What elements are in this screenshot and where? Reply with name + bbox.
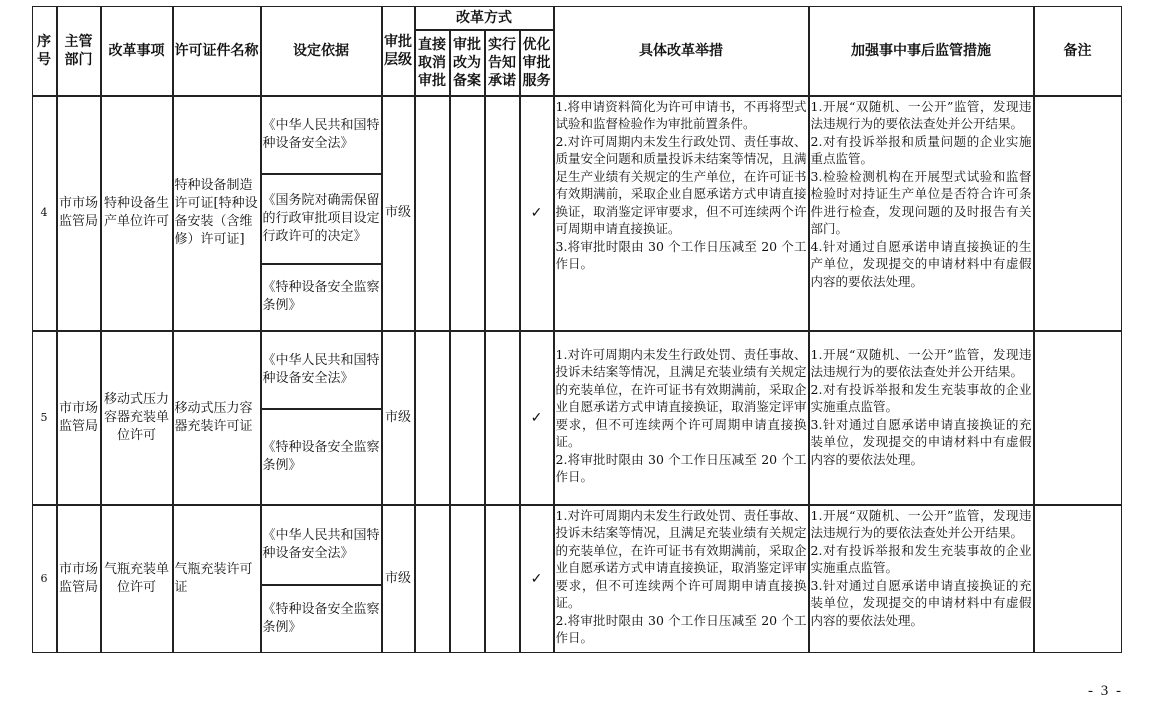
row-basis: 《特种设备安全监察条例》 — [261, 585, 382, 653]
row-seq: 4 — [32, 96, 57, 331]
row-mode-cancel — [415, 505, 450, 653]
row-license: 气瓶充装许可证 — [173, 505, 261, 653]
row-supervision: 1.开展“双随机、一公开”监管，发现违法违规行为的要依法查处并公开结果。 2.对有投诉举报和发生充装事故的企业实施重点监管。 3.针对通过自愿承诺申请直接换证的充装单位，发现提交的申请材料中有虚假内容的要依法处理。 — [809, 505, 1034, 653]
row-dept: 市市场监管局 — [57, 331, 101, 505]
row-supervision: 1.开展“双随机、一公开”监管，发现违法违规行为的要依法查处并公开结果。 2.对有投诉举报和质量问题的企业实施重点监管。 3.检验检测机构在开展型式试验和监督检验时对持证生产单位是否符合许可条件进行检查，发现问题的及时报告有关部门。 4.针对通过自愿承诺申请直接换证的生产单位，发现提交的申请材料中有虚假内容的要依法处理。 — [809, 96, 1034, 331]
row-license: 移动式压力容器充装许可证 — [173, 331, 261, 505]
row-basis: 《国务院对确需保留的行政审批项目设定行政许可的决定》 — [261, 174, 382, 264]
row-level: 市级 — [382, 331, 415, 505]
header-seq: 序号 — [32, 6, 57, 96]
header-dept: 主管部门 — [57, 6, 101, 96]
check-mark-icon: ✓ — [520, 96, 554, 331]
reform-table — [32, 6, 1122, 653]
page-number: - 3 - — [1088, 683, 1123, 699]
row-basis: 《中华人民共和国特种设备安全法》 — [261, 331, 382, 409]
row-basis: 《特种设备安全监察条例》 — [261, 409, 382, 505]
row-seq: 6 — [32, 505, 57, 653]
row-level: 市级 — [382, 96, 415, 331]
row-measures: 1.对许可周期内未发生行政处罚、责任事故、投诉未结案等情况，且满足充装业绩有关规定的充装单位，在许可证书有效期满前，采取企业自愿承诺方式申请直接换证，取消鉴定评审要求，但不可连续两个许可周期申请直接换证。 2.将审批时限由 30 个工作日压减至 20 个工作日。 — [554, 505, 809, 653]
header-remark: 备注 — [1034, 6, 1122, 96]
row-remark — [1034, 505, 1122, 653]
row-mode-record — [450, 505, 485, 653]
header-mode-notify: 实行告知承诺 — [485, 30, 520, 96]
row-mode-cancel — [415, 96, 450, 331]
row-remark — [1034, 96, 1122, 331]
row-item: 气瓶充装单位许可 — [101, 505, 173, 653]
header-level: 审批层级 — [382, 6, 415, 96]
header-basis: 设定依据 — [261, 6, 382, 96]
row-mode-record — [450, 96, 485, 331]
header-supervision: 加强事中事后监管措施 — [809, 6, 1034, 96]
check-mark-icon: ✓ — [520, 505, 554, 653]
row-level: 市级 — [382, 505, 415, 653]
row-mode-notify — [485, 331, 520, 505]
header-mode-record: 审批改为备案 — [450, 30, 485, 96]
check-mark-icon: ✓ — [520, 331, 554, 505]
row-remark — [1034, 331, 1122, 505]
row-mode-notify — [485, 505, 520, 653]
header-mode-group: 改革方式 — [415, 6, 554, 30]
header-item: 改革事项 — [101, 6, 173, 96]
row-supervision: 1.开展“双随机、一公开”监管，发现违法违规行为的要依法查处并公开结果。 2.对有投诉举报和发生充装事故的企业实施重点监管。 3.针对通过自愿承诺申请直接换证的充装单位，发现提交的申请材料中有虚假内容的要依法处理。 — [809, 331, 1034, 505]
header-mode-optimize: 优化审批服务 — [520, 30, 554, 96]
header-measures: 具体改革举措 — [554, 6, 809, 96]
row-item: 移动式压力容器充装单位许可 — [101, 331, 173, 505]
row-dept: 市市场监管局 — [57, 505, 101, 653]
row-seq: 5 — [32, 331, 57, 505]
row-measures: 1.对许可周期内未发生行政处罚、责任事故、投诉未结案等情况，且满足充装业绩有关规定的充装单位，在许可证书有效期满前，采取企业自愿承诺方式申请直接换证，取消鉴定评审要求，但不可连续两个许可周期申请直接换证。 2.将审批时限由 30 个工作日压减至 20 个工作日。 — [554, 331, 809, 505]
row-license: 特种设备制造许可证[特种设备安装（含维修）许可证] — [173, 96, 261, 331]
row-dept: 市市场监管局 — [57, 96, 101, 331]
row-basis: 《特种设备安全监察条例》 — [261, 264, 382, 331]
row-basis: 《中华人民共和国特种设备安全法》 — [261, 505, 382, 585]
header-mode-cancel: 直接取消审批 — [415, 30, 450, 96]
row-basis: 《中华人民共和国特种设备安全法》 — [261, 96, 382, 174]
row-mode-record — [450, 331, 485, 505]
row-mode-notify — [485, 96, 520, 331]
header-license: 许可证件名称 — [173, 6, 261, 96]
row-mode-cancel — [415, 331, 450, 505]
row-measures: 1.将申请资料简化为许可申请书，不再将型式试验和监督检验作为审批前置条件。 2.对许可周期内未发生行政处罚、责任事故、质量安全问题和质量投诉未结案等情况，且满足生产业绩有关规定的生产单位，在许可证书有效期满前，采取企业自愿承诺方式申请直接换证，取消鉴定评审要求，但不可连续两个许可周期申请直接换证。 3.将审批时限由 30 个工作日压减至 20 个工作日。 — [554, 96, 809, 331]
row-item: 特种设备生产单位许可 — [101, 96, 173, 331]
